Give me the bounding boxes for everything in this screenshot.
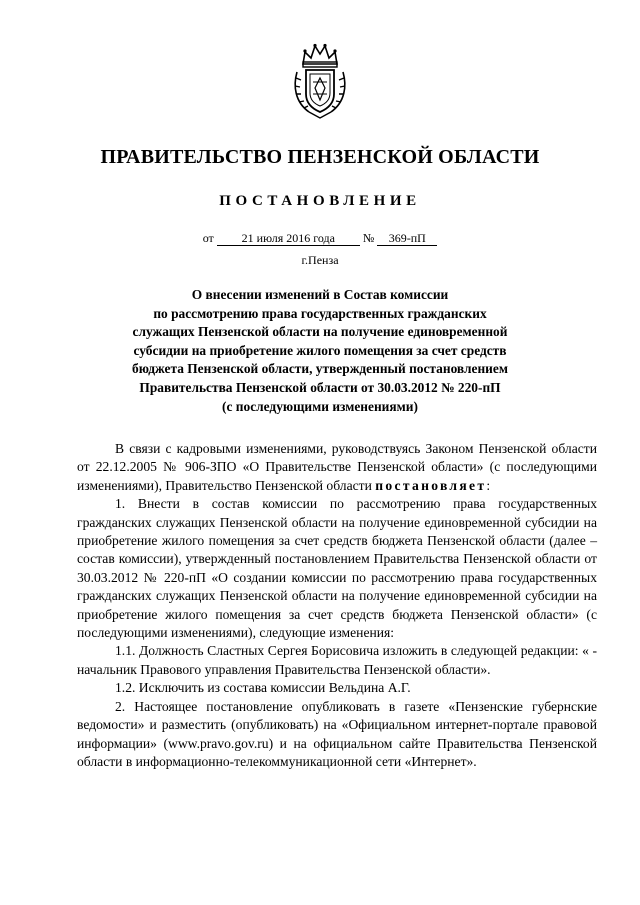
subject-line: служащих Пензенской области на получение единовременной bbox=[132, 324, 508, 340]
resolves-keyword: постановляет bbox=[375, 477, 487, 493]
preamble-paragraph bbox=[77, 440, 597, 495]
date-prefix: от bbox=[202, 231, 214, 245]
city: г.Пенза bbox=[301, 253, 339, 267]
document-date: 21 июля 2016 года bbox=[217, 232, 360, 246]
subject-line: бюджета Пензенской области, утвержденный постановлением bbox=[132, 361, 508, 377]
item-1-paragraph: 1. Внести в состав комиссии по рассмотрению права государственных гражданских служащих Пензенской области на получение единовременной субсидии на приобретение жилого помещения за счет средств бюджета Пензенской области (далее – состав комиссии), утвержденный постановлением Правительства Пензенской области от 30.03.2012 № 220-пП «О создании комиссии по рассмотрению права государственных гражданских служащих Пензенской области на получение единовременной субсидии на приобретение жилого помещения за счет средств бюджета Пензенской области» (с последующими изменениями), следующие изменения: bbox=[77, 496, 597, 641]
document-subject bbox=[100, 286, 540, 416]
document-body bbox=[77, 440, 597, 771]
number-sign: № bbox=[362, 231, 375, 245]
subject-line: по рассмотрению права государственных гражданских bbox=[153, 305, 487, 321]
item-1-1-paragraph: 1.1. Должность Сластных Сергея Борисовича изложить в следующей редакции: « - начальник Правового управления Правительства Пензенской области». bbox=[77, 643, 597, 677]
item-1-2-paragraph: 1.2. Исключить из состава комиссии Вельдина А.Г. bbox=[115, 680, 411, 696]
coat-of-arms-emblem-icon bbox=[291, 42, 349, 120]
date-number-line bbox=[0, 231, 640, 246]
subject-line: О внесении изменений в Состав комиссии bbox=[191, 287, 449, 302]
subject-line: субсидии на приобретение жилого помещения за счет средств bbox=[133, 342, 507, 358]
government-title: ПРАВИТЕЛЬСТВО ПЕНЗЕНСКОЙ ОБЛАСТИ bbox=[100, 146, 540, 168]
preamble-colon: : bbox=[486, 477, 491, 493]
document-number: 369-пП bbox=[377, 232, 437, 246]
item-2-paragraph: 2. Настоящее постановление опубликовать в газете «Пензенские губернские ведомости» и разместить (опубликовать) на «Официальном интернет-портале правовой информации» (www.pravo.gov.ru) и на официальном сайте Правительства Пензенской области в информационно-телекоммуникационной сети «Интернет». bbox=[77, 698, 597, 769]
subject-line: (с последующими изменениями) bbox=[222, 398, 418, 414]
document-type: ПОСТАНОВЛЕНИЕ bbox=[219, 193, 421, 209]
subject-line: Правительства Пензенской области от 30.03.2012 № 220-пП bbox=[139, 379, 501, 395]
preamble-text: В связи с кадровыми изменениями, руководствуясь Законом Пензенской области от 22.12.2005 № 906-ЗПО «О Правительстве Пензенской области» (с последующими изменениями), Правительство Пензенской области bbox=[77, 441, 597, 493]
